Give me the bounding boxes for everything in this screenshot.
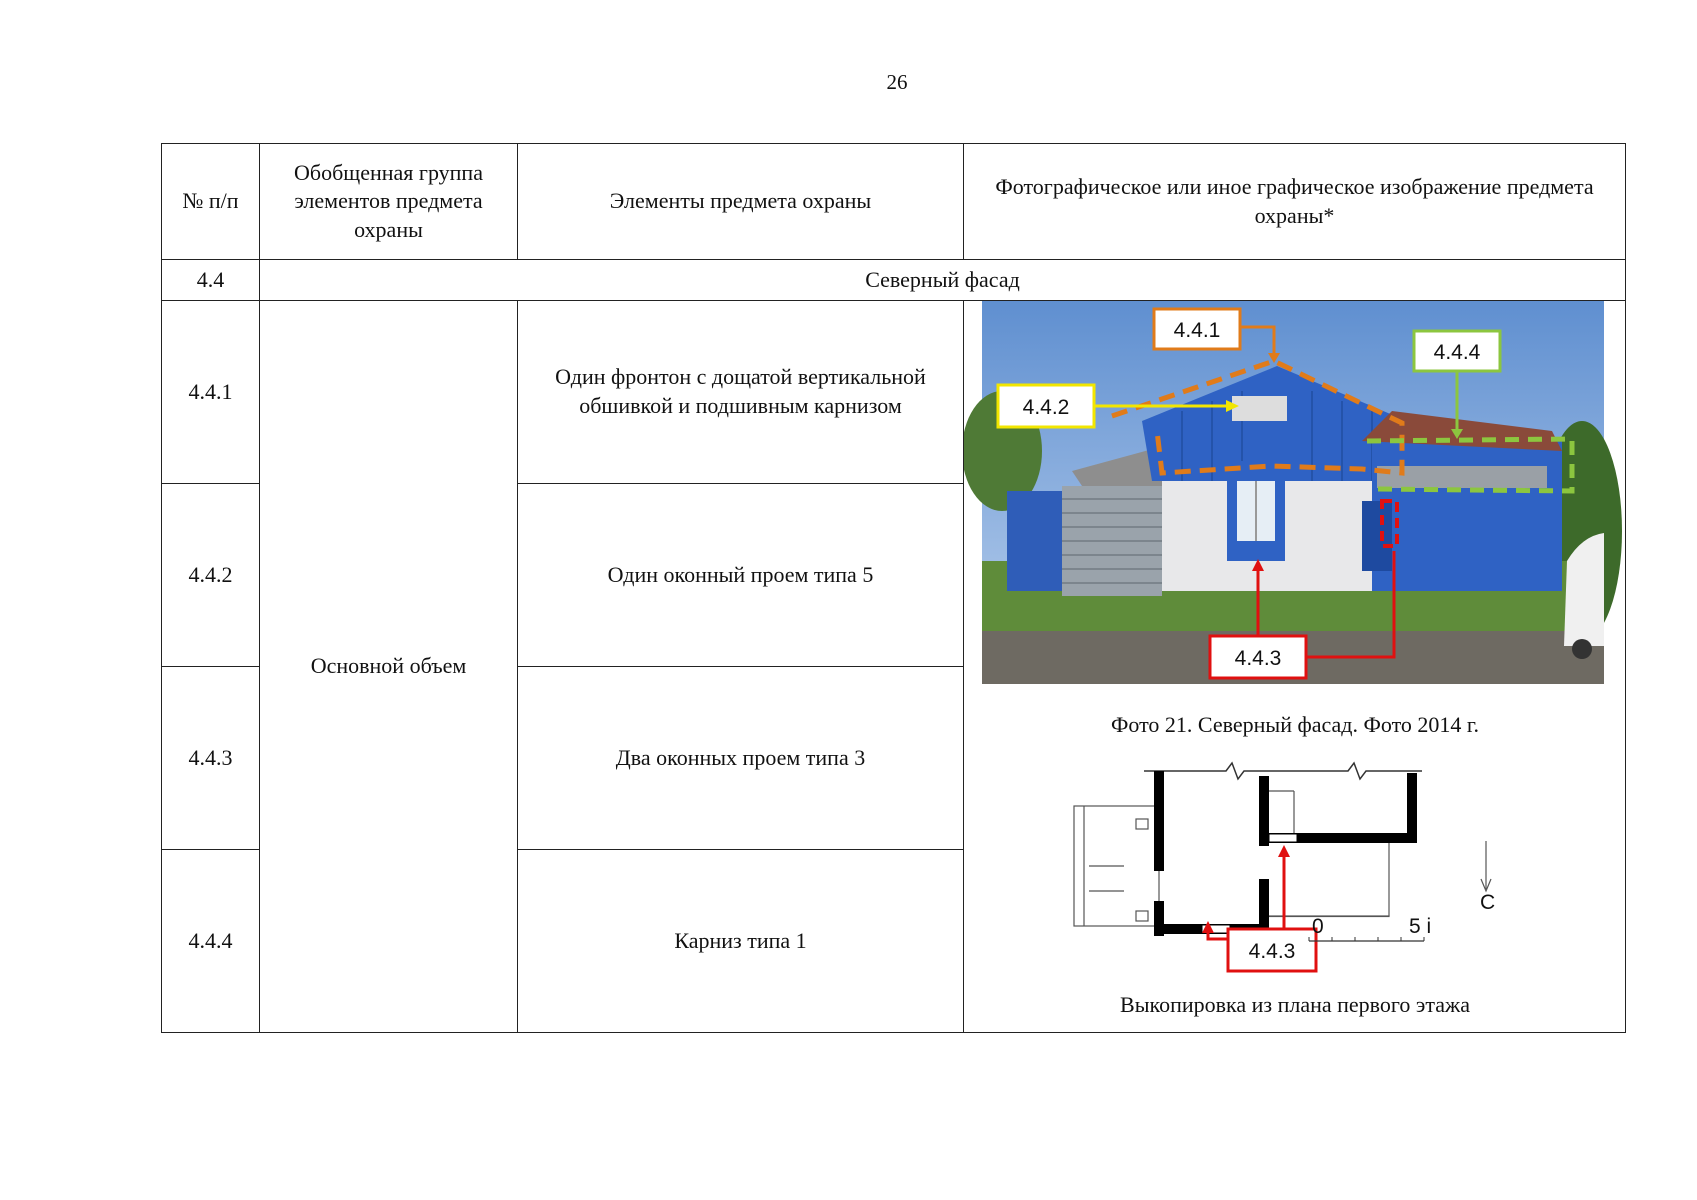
protection-elements-table xyxy=(161,143,1626,1033)
table-header-row xyxy=(162,144,1626,260)
facade-photo xyxy=(964,301,1622,684)
group-label: Основной объем xyxy=(260,301,518,1033)
scale-bar xyxy=(1309,915,1431,941)
floor-plan xyxy=(1074,763,1495,971)
section-title: Северный фасад xyxy=(260,260,1626,301)
row-element: Карниз типа 1 xyxy=(518,850,964,1033)
section-num: 4.4 xyxy=(162,260,260,301)
svg-text:4.4.3: 4.4.3 xyxy=(1248,940,1296,963)
row-num: 4.4.1 xyxy=(162,301,260,484)
plan-caption: Выкопировка из плана первого этажа xyxy=(1120,992,1470,1017)
svg-text:4.4.3: 4.4.3 xyxy=(1234,647,1282,670)
header-group: Обобщенная группа элементов предмета охраны xyxy=(260,144,518,260)
row-num: 4.4.4 xyxy=(162,850,260,1033)
header-num: № п/п xyxy=(162,144,260,260)
row-num: 4.4.3 xyxy=(162,667,260,850)
header-elements: Элементы предмета охраны xyxy=(518,144,964,260)
svg-text:0: 0 xyxy=(1312,915,1324,938)
facade-photo-and-plan xyxy=(964,301,1626,1031)
section-row xyxy=(162,260,1626,301)
svg-text:4.4.4: 4.4.4 xyxy=(1433,341,1481,364)
table-row xyxy=(162,301,1626,484)
image-cell xyxy=(964,301,1626,1033)
row-element: Два оконных проем типа 3 xyxy=(518,667,964,850)
svg-text:С: С xyxy=(1480,891,1496,914)
row-num: 4.4.2 xyxy=(162,484,260,667)
svg-text:4.4.2: 4.4.2 xyxy=(1022,396,1070,419)
svg-text:4.4.1: 4.4.1 xyxy=(1173,319,1221,342)
page-number: 26 xyxy=(886,70,908,94)
header-image: Фотографическое или иное графическое изображение предмета охраны* xyxy=(964,144,1626,260)
photo-caption: Фото 21. Северный фасад. Фото 2014 г. xyxy=(1111,712,1479,737)
row-element: Один фронтон с дощатой вертикальной обшивкой и подшивным карнизом xyxy=(518,301,964,484)
north-arrow xyxy=(1480,841,1495,914)
svg-text:5 і: 5 і xyxy=(1409,915,1432,938)
row-element: Один оконный проем типа 5 xyxy=(518,484,964,667)
